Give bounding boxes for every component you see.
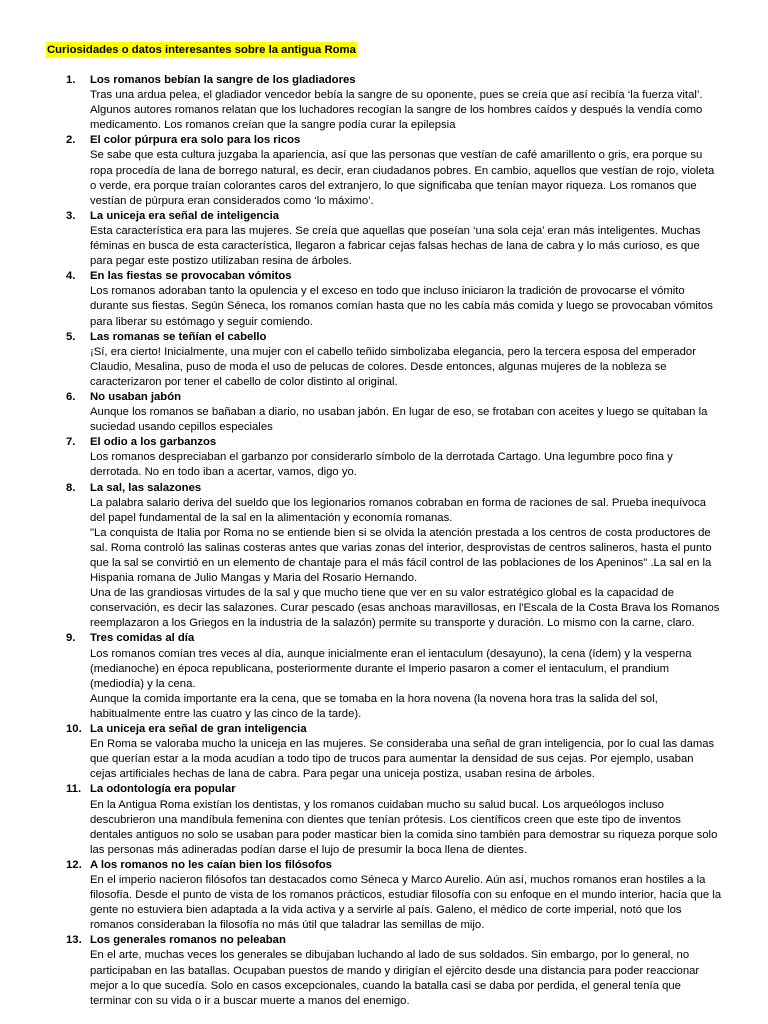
item-paragraph xyxy=(90,88,718,133)
numbered-list xyxy=(0,73,768,1009)
text-line: Los romanos comían tres veces al día, aunque inicialmente eran el ientaculum (desayuno), la cena (ídem) y la vesperna xyxy=(90,647,692,660)
item-number: 10. xyxy=(66,723,82,736)
item-paragraph xyxy=(90,496,718,526)
item-heading: En las fiestas se provocaban vómitos xyxy=(90,270,292,283)
text-line: Aunque la comida importante era la cena, que se tomaba en la hora novena (la novena hora tras la salida del sol, xyxy=(90,692,658,705)
item-paragraph xyxy=(90,737,718,782)
item-heading: A los romanos no les caían bien los filósofos xyxy=(90,858,332,871)
item-number: 11. xyxy=(66,783,82,796)
item-paragraph xyxy=(90,148,718,208)
item-number: 1. xyxy=(66,74,76,86)
text-line: derrotada. No en todo iban a acertar, vamos, digo yo. xyxy=(90,466,357,479)
text-line: (mediodía) y la cena. xyxy=(90,677,196,690)
text-line: dentales antiguos no solo se usaban para poder masticar bien la comida sino también para demostrar su riqueza porque solo xyxy=(90,828,718,841)
item-paragraph xyxy=(90,405,718,435)
list-item xyxy=(0,133,768,208)
text-line: En el imperio nacieron filósofos tan destacados como Séneca y Marco Aurelio. Aún así, muchos romanos eran hostiles a la xyxy=(90,873,706,886)
item-heading: No usaban jabón xyxy=(90,390,182,403)
text-line: reemplazaron a los Griegos en la industria de la salazón) permite su transporte y duración. Lo mismo con la carne, claro. xyxy=(90,617,695,630)
list-item xyxy=(0,73,768,133)
item-number: 4. xyxy=(66,270,76,283)
text-line: romanos consideraban la filosofía no más útil que taladrar las semillas de mijo. xyxy=(90,919,485,932)
item-number: 7. xyxy=(66,436,76,449)
document-title: Curiosidades o datos interesantes sobre la antigua Roma xyxy=(47,44,356,56)
item-heading: El odio a los garbanzos xyxy=(90,436,217,449)
item-paragraph xyxy=(90,647,718,692)
item-number: 5. xyxy=(66,330,76,343)
text-line: que la sal se convirtió en un elemento de chantaje para el más fácil control de las poblaciones de los Apeninos" .La sal en la xyxy=(90,557,712,569)
item-paragraph xyxy=(90,586,718,631)
list-item xyxy=(0,390,768,435)
item-paragraph xyxy=(90,526,718,586)
item-paragraph xyxy=(90,798,718,858)
text-line: féminas en busca de esta característica, llegaron a fabricar cejas falsas hechas de lana de cabra y lo más curioso, es que xyxy=(90,240,700,253)
text-line: "La conquista de Italia por Roma no se entiende bien si se olvida la atención prestada a los centros de costa productores de xyxy=(90,526,711,539)
item-number: 13. xyxy=(66,934,82,947)
item-number: 2. xyxy=(66,134,76,147)
text-line: En el arte, muchas veces los generales se dibujaban luchando al lado de sus soldados. Sin embargo, por lo general, no xyxy=(90,949,690,962)
text-line: Se sabe que esta cultura juzgaba la apariencia, así que las personas que vestían de café amarillento o gris, era porque su xyxy=(90,149,703,162)
text-line: descubrieron una mandíbula femenina con dientes que tenían prótesis. Los científicos creen que este tipo de inventos xyxy=(90,813,681,826)
text-line: participaban en las batallas. Ocupaban puestos de mando y dirigían el ejército desde una distancia para poder reaccionar xyxy=(90,964,700,977)
text-line: medicamento. Los romanos creían que la sangre podía curar la epilepsia xyxy=(90,119,456,132)
text-line: para pegar este postizo utilizaban resina de árboles. xyxy=(90,255,352,268)
item-paragraph xyxy=(90,692,718,722)
item-paragraph xyxy=(90,873,722,933)
text-line: del papel fundamental de la sal en la alimentación y economía romanas. xyxy=(90,511,453,524)
text-line: Tras una ardua pelea, el gladiador vencedor bebía la sangre de su oponente, pues se creía que así recibía ‘la fuerza vital’. xyxy=(90,89,703,102)
text-line: caracterizaron por tener el cabello de color distinto al original. xyxy=(90,375,398,388)
text-line: La palabra salario deriva del sueldo que los legionarios romanos cobraban en forma de raciones de sal. Prueba inequívoca xyxy=(90,496,707,509)
text-line: durante sus fiestas. Según Séneca, los romanos comían hasta que no les cabía más comida y luego se provocaban vómitos xyxy=(90,300,713,313)
text-line: terminar con su vida o ir a buscar muerte a manos del enemigo. xyxy=(90,994,410,1007)
item-heading: La sal, las salazones xyxy=(90,481,202,494)
list-item xyxy=(0,435,768,480)
item-paragraph xyxy=(90,224,718,269)
text-line: las personas más adineradas podían darse el lujo de presumir la boca llena de dientes. xyxy=(90,843,528,856)
list-item xyxy=(0,269,768,329)
item-heading: Los generales romanos no peleaban xyxy=(90,934,286,947)
text-line: Los romanos adoraban tanto la opulencia y el exceso en todo que incluso iniciaron la tradición de provocarse el vómito xyxy=(90,285,685,298)
item-paragraph xyxy=(90,948,718,1008)
text-line: que querían estar a la moda acudían a todo tipo de trucos para aumentar la densidad de sus cejas. Por ejemplo, usaban xyxy=(90,753,694,766)
list-item xyxy=(0,209,768,269)
text-line: Claudio, Mesalina, puso de moda el uso de pelucas de colores. Desde entonces, algunas mujeres de la nobleza se xyxy=(90,360,667,373)
list-item xyxy=(0,782,768,857)
text-line: cejas artificiales hechas de lana de cabra. Para pegar una uniceja postiza, usaban resina de árboles. xyxy=(90,768,595,781)
item-heading: Los romanos bebían la sangre de los gladiadores xyxy=(90,74,356,86)
item-number: 6. xyxy=(66,390,76,403)
list-item xyxy=(0,858,768,933)
text-line: para liberar su estómago y seguir comiendo. xyxy=(90,315,313,328)
text-line: Algunos autores romanos relatan que los luchadores recogían la sangre de los hombres caídos y después la vendía como xyxy=(90,104,703,117)
text-line: Hispania romana de Julio Mangas y Maria del Rosario Hernando. xyxy=(90,572,418,585)
text-line: habitualmente entre las cuatro y las cinco de la tarde). xyxy=(90,707,362,720)
item-heading: La uniceja era señal de inteligencia xyxy=(90,209,279,222)
text-line: gente no estuviera bien adaptada a la vida activa y a servirle al país. Galeno, el médico de corte imperial, notó que los xyxy=(90,904,682,917)
text-line: ropa procedía de lana de borrego natural, es decir, eran ciudadanos pobres. En cambio, aquellos que vestían de rojo, violeta xyxy=(90,164,715,177)
text-line: Esta característica era para las mujeres. Se creía que aquellas que poseían ‘una sola ceja’ eran más inteligentes. Muchas xyxy=(90,224,701,237)
text-line: sal. Roma controló las salinas costeras antes que varias zonas del interior, desprovistas de centros salineros, hasta el punto xyxy=(90,541,712,554)
text-line: filosofía. Desde el punto de vista de los romanos prácticos, estudiar filosofía con su enfoque en el mundo interior, hacía que la xyxy=(90,889,722,902)
item-paragraph xyxy=(90,345,718,390)
item-number: 12. xyxy=(66,858,82,871)
text-line: Los romanos despreciaban el garbanzo por considerarlo símbolo de la derrotada Cartago. Una legumbre poco fina y xyxy=(90,451,673,464)
item-number: 3. xyxy=(66,209,76,222)
item-number: 8. xyxy=(66,481,76,494)
text-line: En Roma se valoraba mucho la uniceja en las mujeres. Se consideraba una señal de gran inteligencia, por lo cual las damas xyxy=(90,738,715,751)
text-line: Aunque los romanos se bañaban a diario, no usaban jabón. En lugar de eso, se frotaban con aceites y luego se quitaban la xyxy=(90,406,708,419)
list-item xyxy=(0,481,768,632)
item-number: 9. xyxy=(66,632,76,645)
item-heading: La uniceja era señal de gran inteligencia xyxy=(90,723,307,736)
text-line: conservación, es decir las salazones. Curar pescado (esas anchoas maravillosas, en l'Escala de la Costa Brava los Romanos xyxy=(90,602,720,615)
text-line: vestían de púrpura eran considerados como ‘lo máximo’. xyxy=(90,194,374,207)
list-item xyxy=(0,330,768,390)
list-item xyxy=(0,631,768,722)
item-heading: La odontología era popular xyxy=(90,783,236,796)
item-heading: Las romanas se teñían el cabello xyxy=(90,330,267,343)
text-line: suciedad usando cepillos especiales xyxy=(90,421,273,434)
item-heading: El color púrpura era solo para los ricos xyxy=(90,134,301,147)
list-item xyxy=(0,722,768,782)
item-paragraph xyxy=(90,450,718,480)
text-line: (medianoche) en época republicana, posteriormente durante el Imperio pasaron a comer el ientaculum, el prandium xyxy=(90,662,669,675)
item-paragraph xyxy=(90,284,718,329)
text-line: En la Antigua Roma existían los dentistas, y los romanos cuidaban mucho su salud bucal. Los arqueólogos incluso xyxy=(90,798,664,811)
text-line: ¡Sí, era cierto! Inicialmente, una mujer con el cabello teñido simbolizaba elegancia, pero la tercera esposa del emperador xyxy=(90,345,696,358)
item-heading: Tres comidas al día xyxy=(90,632,195,645)
list-item xyxy=(0,933,768,1008)
text-line: mejor a lo que sucedía. Solo en casos excepcionales, cuando la batalla casi se daba por perdida, el general tenía que xyxy=(90,979,681,992)
text-line: Una de las grandiosas virtudes de la sal y que mucho tiene que ver en su valor estratégico global es la capacidad de xyxy=(90,587,675,600)
text-line: o verde, era porque traían colorantes caros del extranjero, lo que significaba que tenían mayor riqueza. Los romanos que xyxy=(90,179,697,192)
